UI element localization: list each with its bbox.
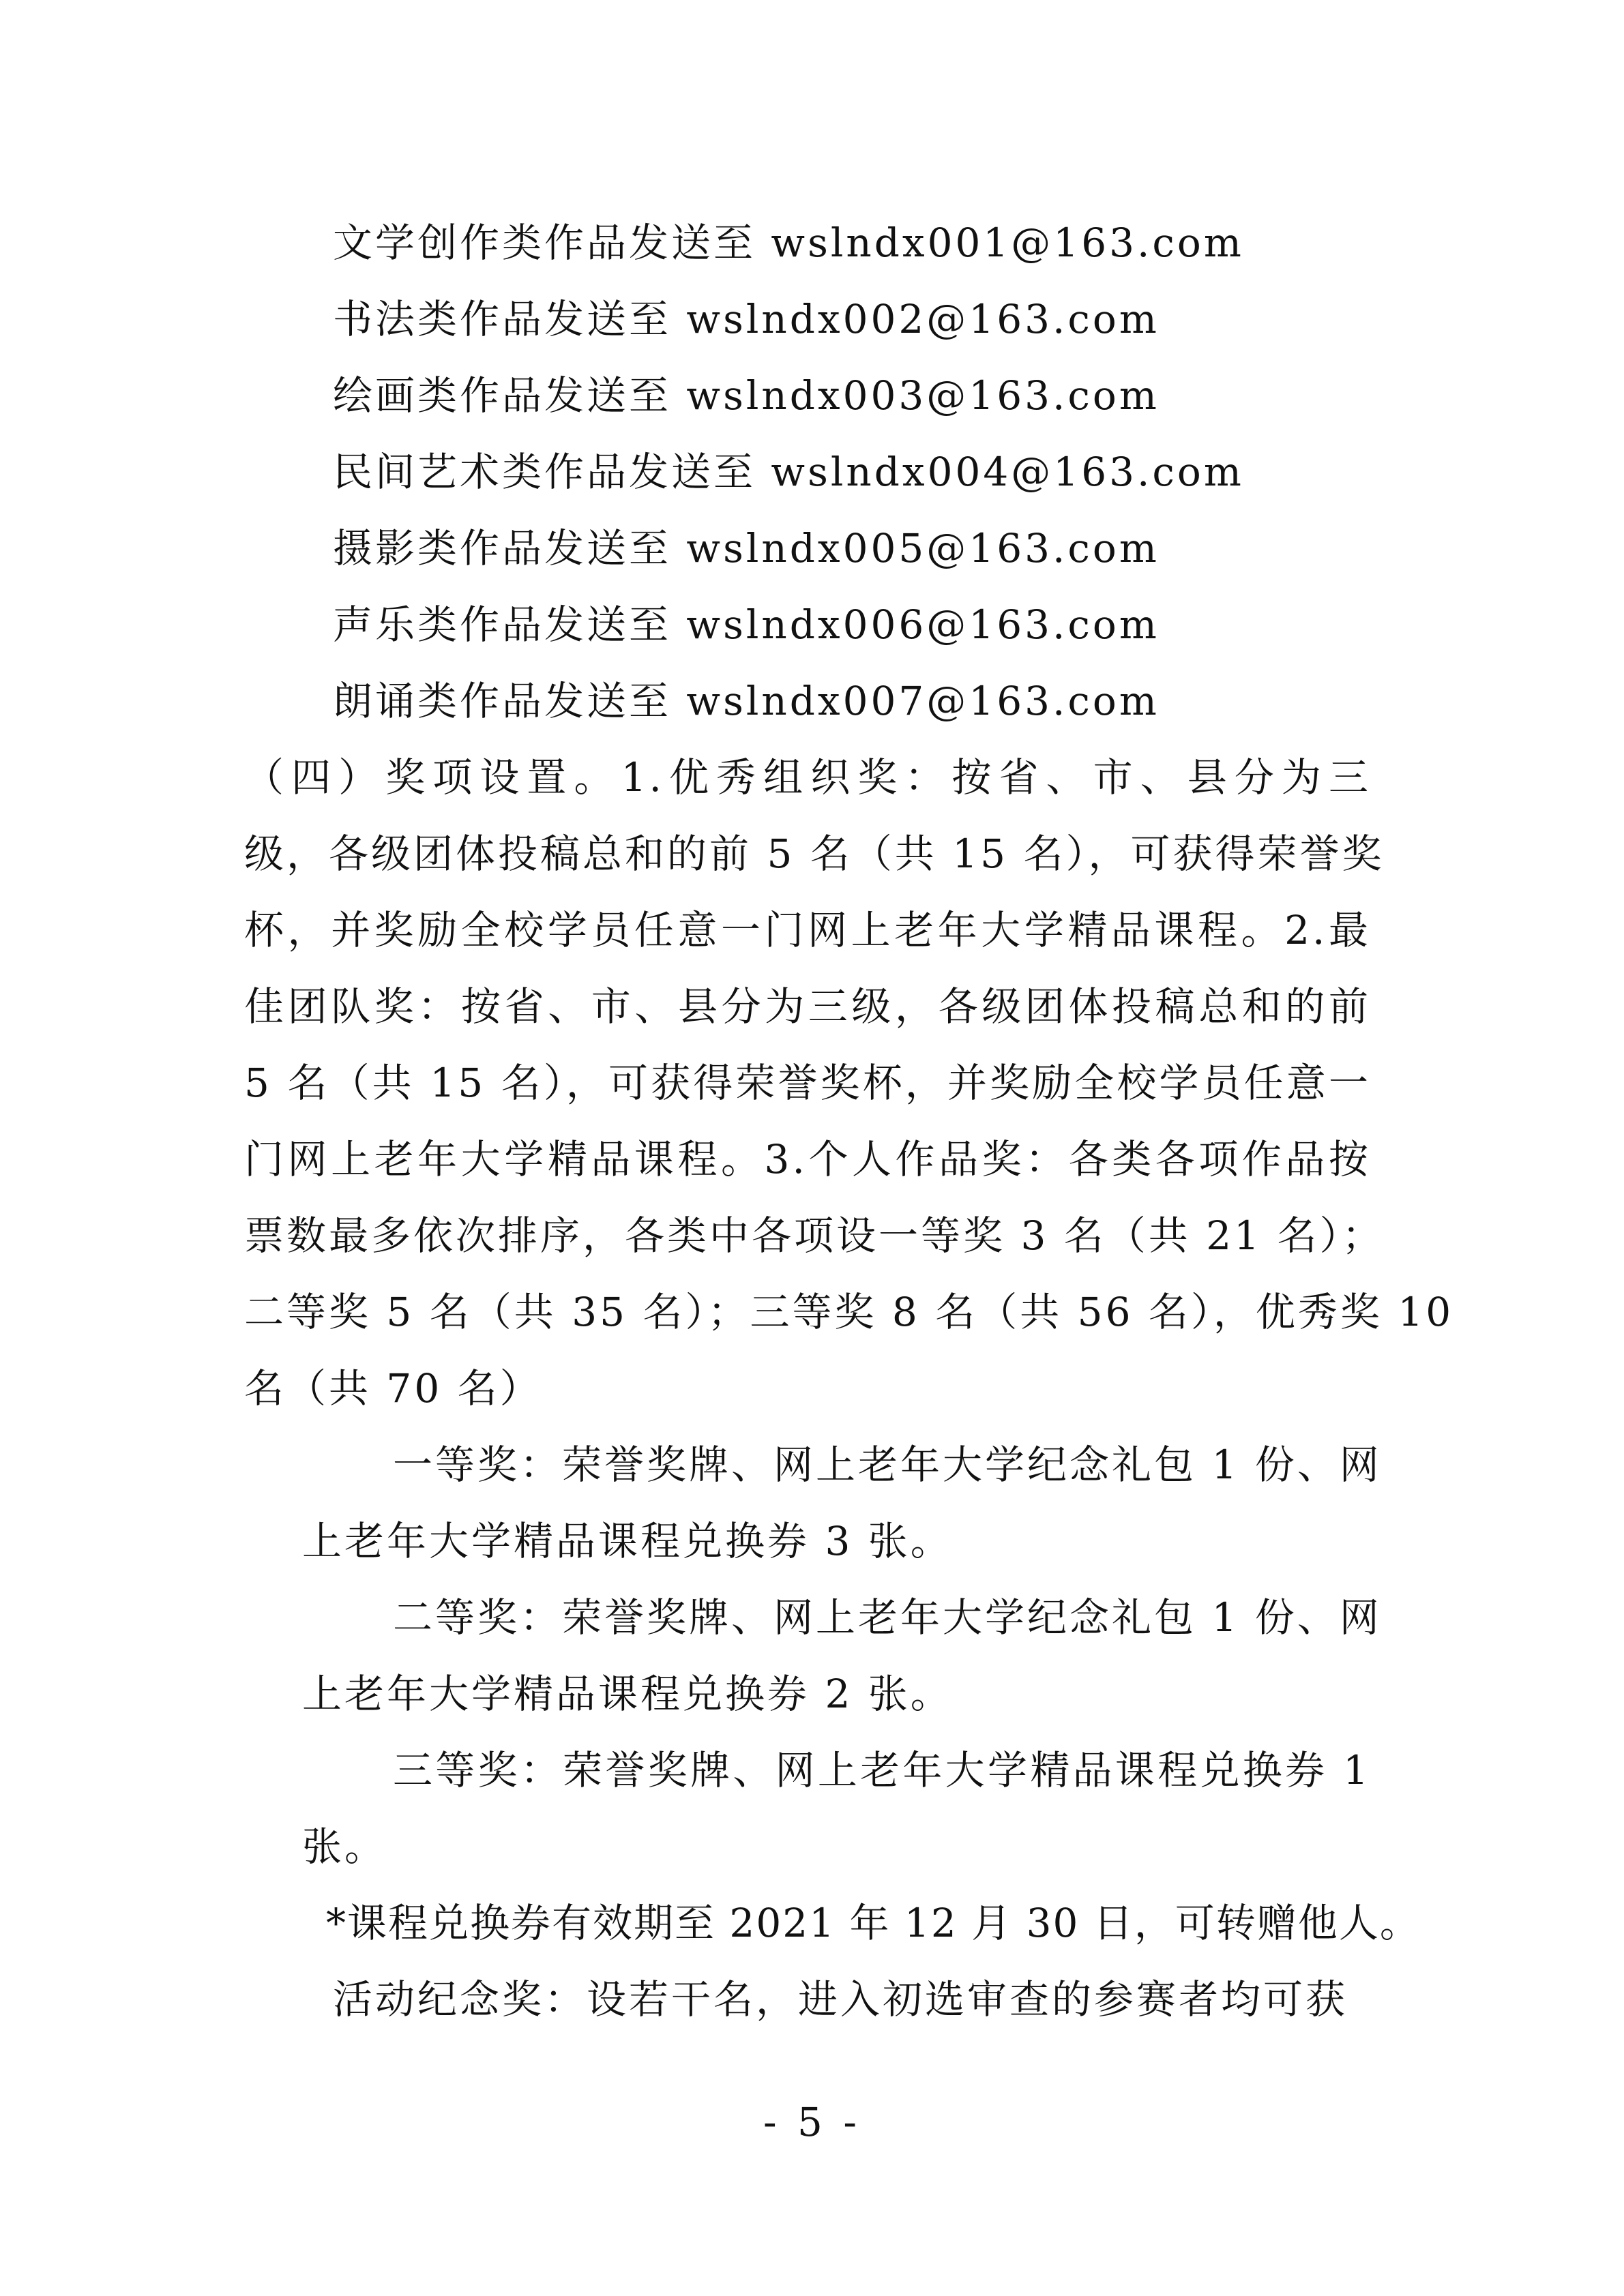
first-prize-line: 一等奖：荣誉奖牌、网上老年大学纪念礼包 1 份、网: [393, 1442, 1382, 1488]
third-prize-line: 三等奖：荣誉奖牌、网上老年大学精品课程兑换券 1: [393, 1747, 1371, 1793]
email-line-literature: 文学创作类作品发送至 wslndx001@163.com: [333, 220, 1244, 266]
commemorative-award-line: 活动纪念奖：设若干名，进入初选审查的参赛者均可获: [333, 1976, 1348, 2023]
awards-paragraph-line: 佳团队奖：按省、市、县分为三级，各级团体投稿总和的前: [244, 983, 1371, 1030]
third-prize-line: 张。: [302, 1823, 387, 1870]
awards-paragraph-line: 5 名（共 15 名），可获得荣誉奖杯，并奖励全校学员任意一: [244, 1060, 1371, 1106]
awards-paragraph-line: 票数最多依次排序，各类中各项设一等奖 3 名（共 21 名）；: [244, 1212, 1385, 1259]
second-prize-line: 二等奖：荣誉奖牌、网上老年大学纪念礼包 1 份、网: [393, 1594, 1382, 1641]
page-number: - 5 -: [763, 2099, 861, 2145]
email-line-folk-art: 民间艺术类作品发送至 wslndx004@163.com: [333, 449, 1244, 495]
email-line-photography: 摄影类作品发送至 wslndx005@163.com: [333, 525, 1160, 571]
email-line-recitation: 朗诵类作品发送至 wslndx007@163.com: [333, 678, 1160, 724]
awards-paragraph-line: （四）奖项设置。1.优秀组织奖：按省、市、县分为三: [244, 754, 1371, 801]
voucher-validity-note: *课程兑换券有效期至 2021 年 12 月 30 日，可转赠他人。: [326, 1900, 1421, 1946]
awards-paragraph-line: 二等奖 5 名（共 35 名）；三等奖 8 名（共 56 名），优秀奖 10: [244, 1289, 1454, 1335]
email-line-vocal-music: 声乐类作品发送至 wslndx006@163.com: [333, 601, 1160, 648]
awards-paragraph-line: 杯，并奖励全校学员任意一门网上老年大学精品课程。2.最: [244, 907, 1371, 953]
first-prize-line: 上老年大学精品课程兑换券 3 张。: [302, 1518, 953, 1564]
awards-paragraph-line: 名（共 70 名）: [244, 1365, 542, 1412]
awards-paragraph-line: 级，各级团体投稿总和的前 5 名（共 15 名），可获得荣誉奖: [244, 831, 1385, 877]
email-line-painting: 绘画类作品发送至 wslndx003@163.com: [333, 372, 1160, 419]
email-line-calligraphy: 书法类作品发送至 wslndx002@163.com: [333, 296, 1160, 342]
awards-paragraph-line: 门网上老年大学精品课程。3.个人作品奖：各类各项作品按: [244, 1136, 1371, 1182]
second-prize-line: 上老年大学精品课程兑换券 2 张。: [302, 1671, 953, 1717]
